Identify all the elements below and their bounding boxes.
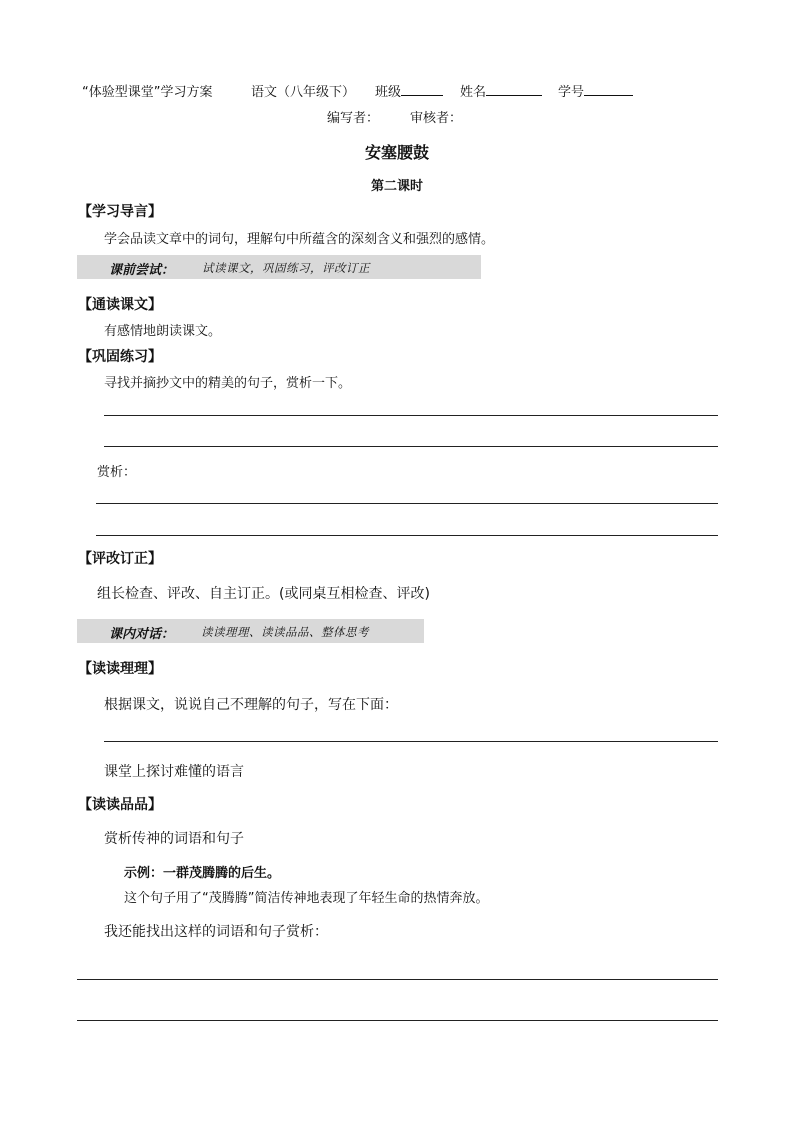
practice-text: 寻找并摘抄文中的精美的句子，赏析一下。 <box>104 376 352 391</box>
preview-band <box>77 255 481 279</box>
savor-heading: 【读读品品】 <box>78 797 162 813</box>
dialogue-band-label: 课内对话： <box>109 627 175 642</box>
guide-text: 学会品读文章中的词句，理解句中所蕴含的深刻含义和强烈的感情。 <box>104 232 495 247</box>
example-text: 这个句子用了“茂腾腾”简洁传神地表现了年轻生命的热情奔放。 <box>124 891 489 906</box>
answer-line[interactable] <box>104 446 718 447</box>
number-field[interactable] <box>558 81 633 100</box>
class-blank[interactable] <box>401 82 443 96</box>
preview-band-label: 课前尝试： <box>109 263 175 278</box>
sort-heading: 【读读理理】 <box>78 661 162 677</box>
class-field[interactable] <box>375 81 443 100</box>
answer-line[interactable] <box>96 535 718 536</box>
read-heading: 【通读课文】 <box>78 297 162 313</box>
lesson-label: 第二课时 <box>370 179 423 194</box>
answer-line[interactable] <box>96 503 718 504</box>
editor-label: 编写者： <box>327 111 380 126</box>
subject-label: 语文（八年级下） <box>251 85 356 100</box>
page-title: 安塞腰鼓 <box>364 143 429 162</box>
dialogue-band <box>77 619 424 643</box>
correction-text: 组长检查、评改、自主订正。(或同桌互相检查、评改) <box>97 586 430 602</box>
preview-band-text: 试读课文，巩固练习，评改订正 <box>202 261 370 275</box>
program-title: “体验型课堂”学习方案 <box>82 85 213 100</box>
sort-text-2: 课堂上探讨难懂的语言 <box>104 764 244 780</box>
example-label: 示例：一群茂腾腾的后生。 <box>124 866 281 881</box>
sort-text: 根据课文，说说自己不理解的句子，写在下面： <box>104 697 398 713</box>
correction-heading: 【评改订正】 <box>78 551 162 567</box>
read-text: 有感情地朗读课文。 <box>104 324 222 339</box>
savor-prompt: 我还能找出这样的词语和句子赏析： <box>104 924 328 940</box>
answer-line[interactable] <box>104 741 718 742</box>
name-field[interactable] <box>460 81 542 100</box>
answer-line[interactable] <box>77 1020 718 1021</box>
answer-line[interactable] <box>77 979 718 980</box>
savor-text: 赏析传神的词语和句子 <box>104 831 244 847</box>
answer-line[interactable] <box>104 415 718 416</box>
appreciate-label: 赏析： <box>97 465 137 480</box>
name-label: 姓名 <box>460 85 487 100</box>
class-label: 班级 <box>375 85 402 100</box>
number-blank[interactable] <box>584 82 633 96</box>
practice-heading: 【巩固练习】 <box>78 349 162 365</box>
guide-heading: 【学习导言】 <box>78 204 162 220</box>
dialogue-band-text: 读读理理、读读品品、整体思考 <box>201 625 369 639</box>
number-label: 学号 <box>558 85 585 100</box>
reviewer-label: 审核者： <box>410 111 463 126</box>
name-blank[interactable] <box>486 82 542 96</box>
